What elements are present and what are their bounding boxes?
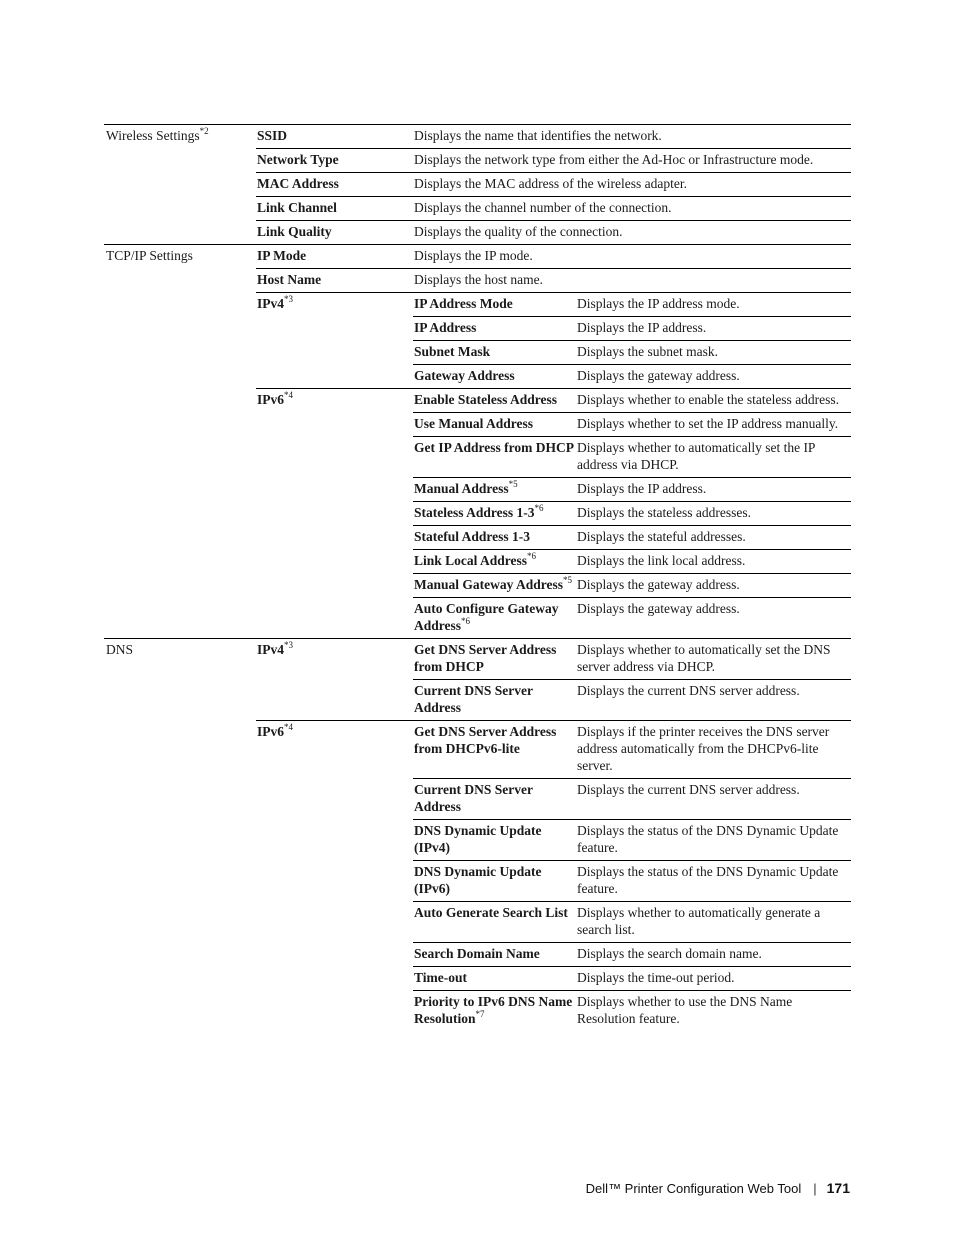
table-row: Link Local Address$^{*6}$ Displays the link local address. <box>413 549 851 573</box>
footer-title: Dell™ Printer Configuration Web Tool <box>585 1180 802 1196</box>
group-ipv6: IPv6$^{*4}$ Get DNS Server Address from DHCPv6-lite Displays if the printer receives the DNS server address automatically from the DHCPv6-lite server. Current DNS Server Address Displays the current DNS server address. DNS Dynamic Update (IPv4) Displays the status of the DNS Dynamic Update feature. DNS Dynamic Update (IPv6) Displays the status of the DNS Dynamic Update feature. Auto Generate Search List Displays whether to automatically generate a search list. Search Domain Name Displays the search domain name. Time-out Displays the time-out period. Priority to IPv6 DNS Name Resolution$^{*7}$ Displays whether to use the DNS Name Resolution feature. <box>256 720 851 1031</box>
table-row: SSID Displays the name that identifies the network. <box>257 128 662 143</box>
table-row: Get IP Address from DHCP Displays whether to automatically set the IP address via DHCP. <box>413 436 851 477</box>
table-row: Current DNS Server Address Displays the current DNS server address. <box>413 679 851 720</box>
table-row: Stateless Address 1-3$^{*6}$ Displays the stateless addresses. <box>413 501 851 525</box>
table-row: Network Type Displays the network type from either the Ad-Hoc or Infrastructure mode. <box>256 148 851 172</box>
table-row: Current DNS Server Address Displays the current DNS server address. <box>413 778 851 819</box>
table-row: Host Name Displays the host name. <box>256 268 851 292</box>
settings-table <box>104 124 851 1031</box>
table-row: Auto Configure Gateway Address$^{*6}$ Displays the gateway address. <box>413 597 851 638</box>
table-row: Auto Generate Search List Displays whether to automatically generate a search list. <box>413 901 851 942</box>
table-row: IP Mode Displays the IP mode. <box>257 248 533 263</box>
section-wireless-settings <box>104 124 851 244</box>
table-row: Get DNS Server Address from DHCPv6-lite Displays if the printer receives the DNS server address automatically from the DHCPv6-lite server. <box>414 724 830 773</box>
table-row: Manual Gateway Address$^{*5}$ Displays the gateway address. <box>413 573 851 597</box>
table-row: Use Manual Address Displays whether to set the IP address manually. <box>413 412 851 436</box>
page-footer <box>586 1180 850 1196</box>
group-ipv4: IPv4$^{*3}$ Get DNS Server Address from DHCP Displays whether to automatically set the DNS server address via DHCP. Current DNS Server Address Displays the current DNS server address. <box>256 639 851 720</box>
section-label: TCP/IP Settings <box>106 248 193 263</box>
table-row: DNS Dynamic Update (IPv6) Displays the status of the DNS Dynamic Update feature. <box>413 860 851 901</box>
group-ipv6: IPv6$^{*4}$ Enable Stateless Address Displays whether to enable the stateless address. Use Manual Address Displays whether to set the IP address manually. Get IP Address from DHCP Displays whether to automatically set the IP address via DHCP. Manual Address$^{*5}$ Displays the IP address. Stateless Address 1-3$^{*6}$ Displays the stateless addresses. Stateful Address 1-3 Displays the stateful addresses. Link Local Address$^{*6}$ Displays the link local address. Manual Gateway Address$^{*5}$ Displays the gateway address. Auto Configure Gateway Address$^{*6}$ Displays the gateway address. <box>256 388 851 638</box>
table-row: Link Quality Displays the quality of the connection. <box>256 220 851 244</box>
table-row: Stateful Address 1-3 Displays the stateful addresses. <box>413 525 851 549</box>
table-row: DNS Dynamic Update (IPv4) Displays the status of the DNS Dynamic Update feature. <box>413 819 851 860</box>
table-row: IP Address Displays the IP address. <box>413 316 851 340</box>
section-label: DNS <box>106 642 134 657</box>
table-row: Subnet Mask Displays the subnet mask. <box>413 340 851 364</box>
table-row: Gateway Address Displays the gateway address. <box>413 364 851 388</box>
group-ipv4: IPv4$^{*3}$ IP Address Mode Displays the IP address mode. IP Address Displays the IP address. Subnet Mask Displays the subnet mask. Gateway Address Displays the gateway address. <box>256 292 851 388</box>
table-row: Search Domain Name Displays the search domain name. <box>413 942 851 966</box>
table-row: Link Channel Displays the channel number of the connection. <box>256 196 851 220</box>
table-row: Time-out Displays the time-out period. <box>413 966 851 990</box>
table-row: Get DNS Server Address from DHCP Displays whether to automatically set the DNS server address via DHCP. <box>414 642 831 674</box>
section-label: Wireless Settings$^{*2}$ <box>106 126 209 143</box>
table-row: Enable Stateless Address Displays whether to enable the stateless address. <box>414 392 840 407</box>
section-tcpip-settings <box>104 244 851 638</box>
table-row: Priority to IPv6 DNS Name Resolution$^{*7}$ Displays whether to use the DNS Name Resolution feature. <box>413 990 851 1031</box>
footer-separator: | <box>813 1180 817 1196</box>
section-dns <box>104 638 851 1031</box>
table-row: MAC Address Displays the MAC address of the wireless adapter. <box>256 172 851 196</box>
table-row: IP Address Mode Displays the IP address mode. <box>414 296 740 311</box>
table-row: Manual Address$^{*5}$ Displays the IP address. <box>413 477 851 501</box>
page-number: 171 <box>826 1180 850 1196</box>
